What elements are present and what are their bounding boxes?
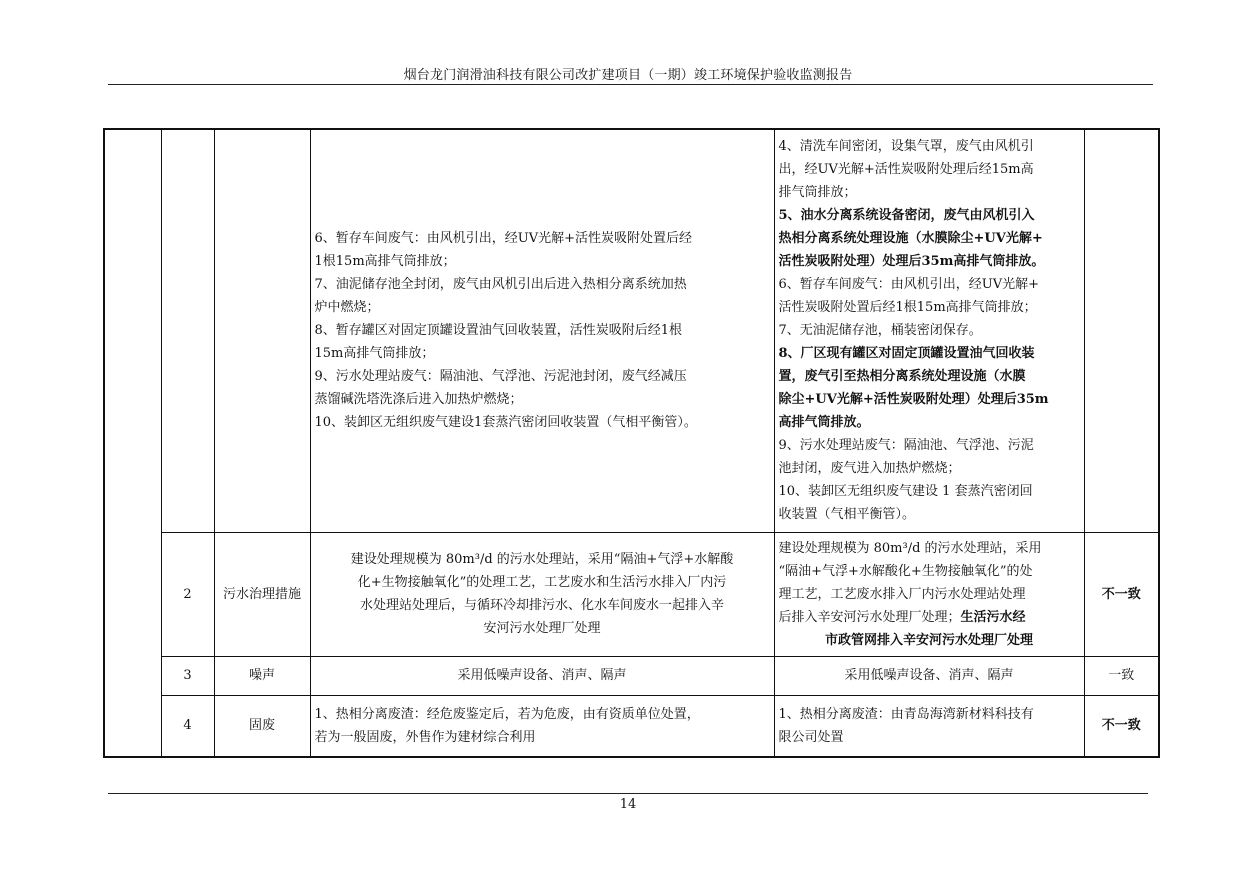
table-row-noise <box>104 656 1159 695</box>
row3-result: 一致 <box>1084 656 1159 695</box>
text-line: 出，经UV光解+活性炭吸附处理后经15m高 <box>778 162 1034 178</box>
text-line: 4、清洗车间密闭，设集气罩，废气由风机引 <box>778 139 1034 155</box>
page-number: 14 <box>619 797 637 812</box>
row3-eia-requirement: 采用低噪声设备、消声、隔声 <box>310 656 774 695</box>
table-row-gas <box>104 129 1159 532</box>
row3-item: 噪声 <box>214 656 310 695</box>
text-line: 9、污水处理站废气：隔油池、气浮池、污泥池封闭，废气经减压 <box>314 369 687 385</box>
row2-num: 2 <box>161 532 214 656</box>
table-row-solid-waste <box>104 695 1159 757</box>
text-line: 化+生物接触氧化”的处理工艺，工艺废水和生活污水排入厂内污 <box>357 575 727 590</box>
text-line: 活性炭吸附处置后经1根15m高排气筒排放； <box>778 300 1037 316</box>
row2-eia-requirement-cell <box>310 532 774 656</box>
text-line: 10、装卸区无组织废气建设1套蒸汽密闭回收装置（气相平衡管）。 <box>314 415 697 431</box>
footer-rule <box>108 793 1148 794</box>
text-line: 除尘+UV光解+活性炭吸附处理）处理后35m <box>778 392 1049 408</box>
text-line: 置，废气引至热相分离系统处理设施（水膜 <box>778 369 1026 385</box>
row1-result-cell <box>1084 129 1159 532</box>
text-line: 5、油水分离系统设备密闭，废气由风机引入 <box>778 208 1035 224</box>
row4-item: 固废 <box>214 695 310 757</box>
text-line: 1、热相分离废渣：由青岛海湾新材料科技有 <box>778 706 1034 722</box>
row4-eia-requirement-cell <box>310 695 774 757</box>
text-line: 市政管网排入辛安河污水处理厂处理 <box>824 632 1033 648</box>
table-row-wastewater <box>104 532 1159 656</box>
text-line: 活性炭吸附处理）处理后35m高排气筒排放。 <box>778 254 1045 270</box>
text-line: 1根15m高排气筒排放； <box>314 254 456 270</box>
comparison-table <box>103 128 1160 758</box>
row3-num: 3 <box>161 656 214 695</box>
text-line: 8、厂区现有罐区对固定顶罐设置油气回收装 <box>778 346 1035 362</box>
text-line: “隔油+气浮+水解酸化+生物接触氧化”的处 <box>778 563 1033 579</box>
text-line: 10、装卸区无组织废气建设 1 套蒸汽密闭回 <box>778 484 1033 500</box>
row4-num: 4 <box>161 695 214 757</box>
page-header-title: 烟台龙门润滑油科技有限公司改扩建项目（一期）竣工环境保护验收监测报告 <box>403 68 853 83</box>
text-line: 水处理站处理后，与循环冷却排污水、化水车间废水一起排入辛 <box>359 598 724 613</box>
text-line: 7、无油泥储存池，桶装密闭保存。 <box>778 323 982 339</box>
text-line: 9、污水处理站废气：隔油池、气浮池、污泥 <box>778 438 1034 454</box>
row4-actual-construction-cell <box>774 695 1084 757</box>
text-line: 炉中燃烧； <box>314 300 380 316</box>
text-line: 8、暂存罐区对固定顶罐设置油气回收装置，活性炭吸附后经1根 <box>314 323 683 339</box>
row4-result: 不一致 <box>1084 695 1159 757</box>
header-rule <box>108 84 1153 85</box>
text-line: 安河污水处理厂处理 <box>483 621 601 636</box>
text-line: 6、暂存车间废气：由风机引出，经UV光解+活性炭吸附处置后经 <box>314 231 693 247</box>
row1-eia-requirement-cell <box>310 129 774 532</box>
category-cell <box>104 129 161 757</box>
text-normal: 后排入辛安河污水处理厂处理； <box>778 609 961 625</box>
row1-actual-construction-cell <box>774 129 1084 532</box>
row1-num-cell <box>161 129 214 532</box>
row2-item: 污水治理措施 <box>214 532 310 656</box>
row3-actual-construction: 采用低噪声设备、消声、隔声 <box>774 656 1084 695</box>
text-line: 收装置（气相平衡管）。 <box>778 507 916 523</box>
text-line: 蒸馏碱洗塔洗涤后进入加热炉燃烧； <box>314 392 523 408</box>
text-line: 建设处理规模为 80m³/d 的污水处理站，采用 <box>778 540 1042 556</box>
text-line <box>779 606 1080 629</box>
text-line: 1、热相分离废渣：经危废鉴定后，若为危废，由有资质单位处置， <box>314 706 700 722</box>
text-line: 建设处理规模为 80m³/d 的污水处理站，采用“隔油+气浮+水解酸 <box>350 552 734 567</box>
text-line: 高排气筒排放。 <box>778 415 870 431</box>
row2-result: 不一致 <box>1084 532 1159 656</box>
text-line: 池封闭，废气进入加热炉燃烧； <box>778 461 961 477</box>
text-line: 6、暂存车间废气：由风机引出，经UV光解+ <box>778 277 1040 293</box>
text-line: 理工艺，工艺废水排入厂内污水处理站处理 <box>778 586 1026 602</box>
text-line: 15m高排气筒排放； <box>314 346 435 362</box>
text-line: 热相分离系统处理设施（水膜除尘+UV光解+ <box>778 231 1043 247</box>
row1-item-cell <box>214 129 310 532</box>
text-line: 7、油泥储存池全封闭，废气由风机引出后进入热相分离系统加热 <box>314 277 687 293</box>
row2-actual-construction-cell <box>774 532 1084 656</box>
text-line: 若为一般固废，外售作为建材综合利用 <box>314 729 536 745</box>
text-line: 排气筒排放； <box>778 185 857 201</box>
text-bold: 生活污水经 <box>960 609 1026 625</box>
text-line: 限公司处置 <box>778 729 844 745</box>
